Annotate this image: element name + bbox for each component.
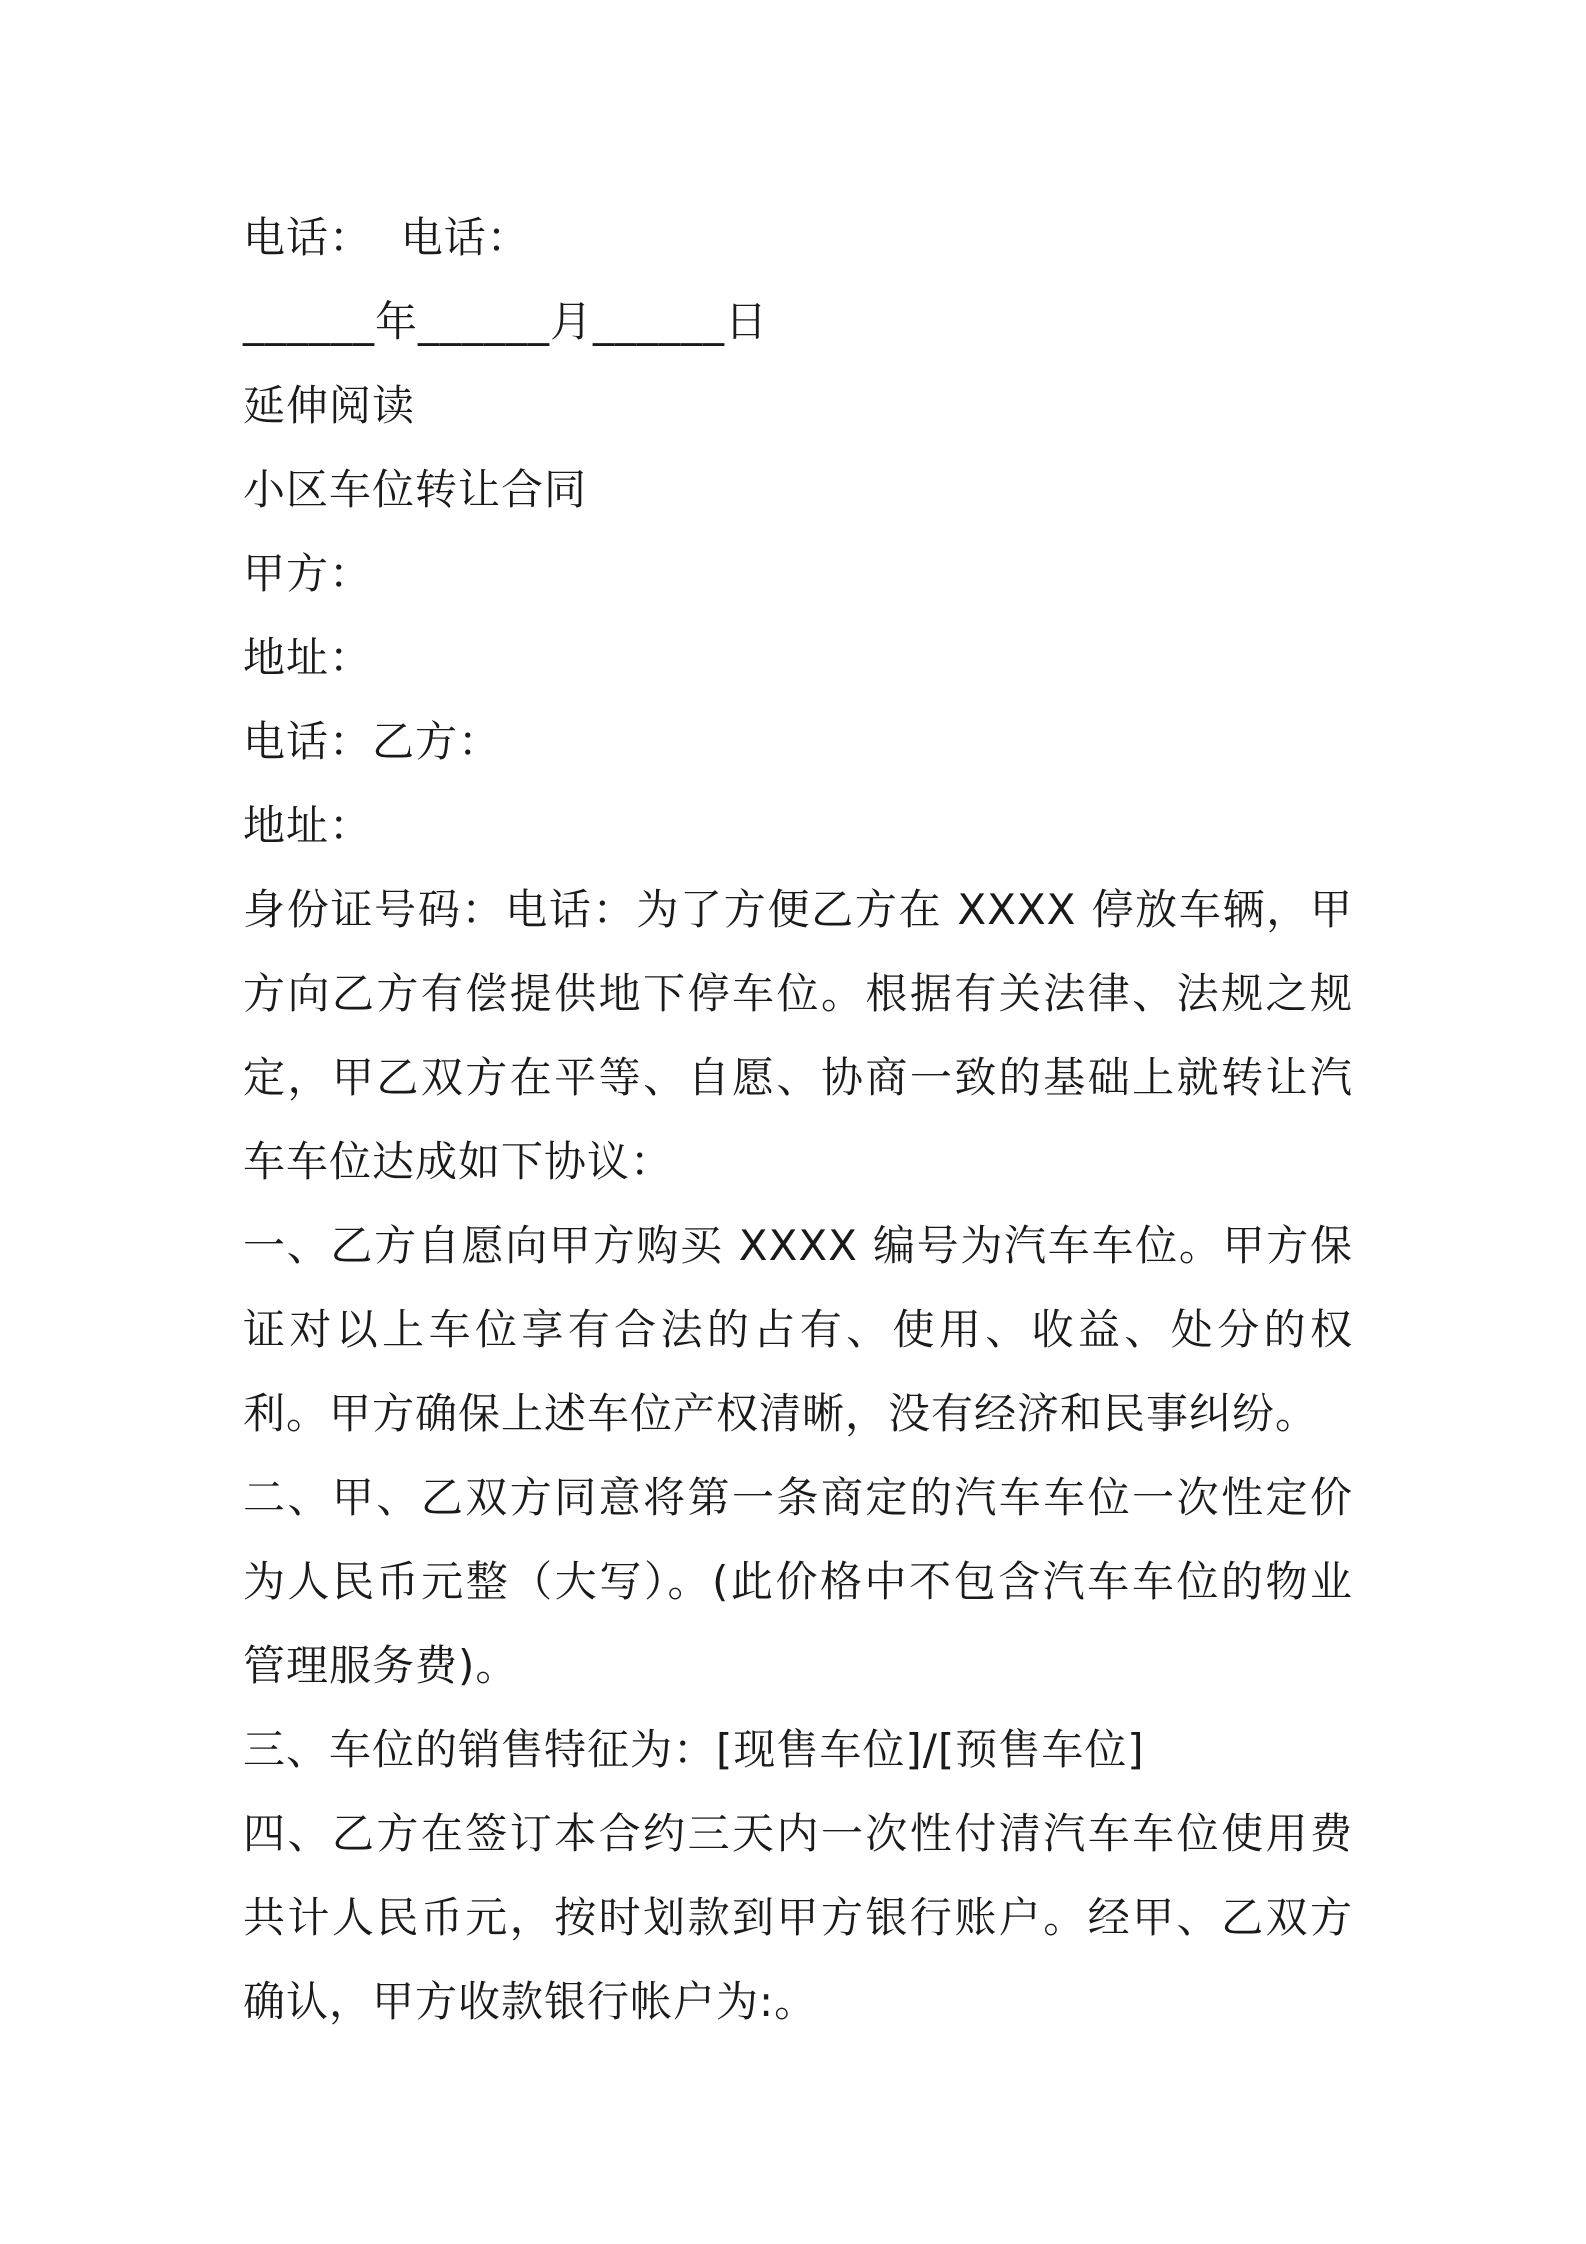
contract-title: 小区车位转让合同 — [243, 465, 588, 514]
phone-pair-line: 电话： 电话： — [243, 213, 530, 262]
intro-paragraph: 身份证号码：电话：为了方便乙方在 XXXX 停放车辆，甲方向乙方有偿提供地下停车位。根据有关法律、法规之规定，甲乙双方在平等、自愿、协商一致的基础上就转让汽车车位达成如下协议： — [243, 885, 1353, 1186]
clause-2-paragraph: 二、甲、乙双方同意将第一条商定的汽车车位一次性定价为人民币元整（大写）。(此价格中不包含汽车车位的物业管理服务费)。 — [243, 1473, 1353, 1690]
clause-3-paragraph: 三、车位的销售特征为：[现售车位]/[预售车位] — [243, 1725, 1145, 1774]
address-a-line: 地址： — [243, 633, 373, 682]
date-line: ______年______月______日 — [243, 297, 769, 346]
clause-4-paragraph: 四、乙方在签订本合约三天内一次性付清汽车车位使用费共计人民币元，按时划款到甲方银行账户。经甲、乙双方确认，甲方收款银行帐户为:。 — [243, 1809, 1353, 2026]
address-b-line: 地址： — [243, 801, 373, 850]
extended-reading-heading: 延伸阅读 — [243, 381, 416, 430]
party-a-line: 甲方： — [243, 549, 373, 598]
phone-party-b-line: 电话：乙方： — [243, 717, 502, 766]
clause-1-paragraph: 一、乙方自愿向甲方购买 XXXX 编号为汽车车位。甲方保证对以上车位享有合法的占有、使用、收益、处分的权利。甲方确保上述车位产权清晰，没有经济和民事纠纷。 — [243, 1221, 1353, 1438]
document-body — [243, 196, 1353, 2044]
